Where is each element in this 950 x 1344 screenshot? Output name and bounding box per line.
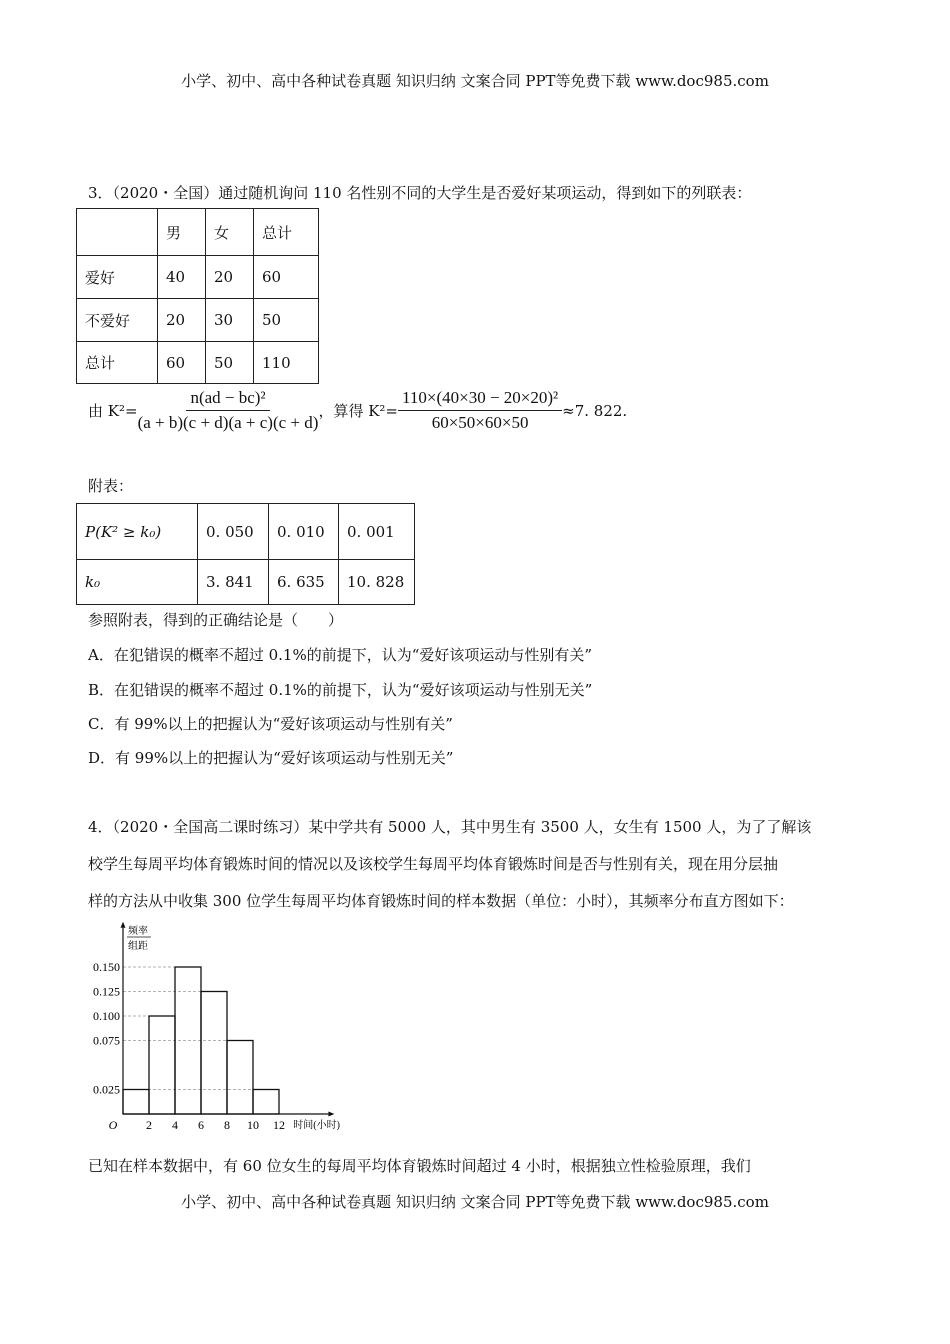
formula-result: ≈7. 822. [562, 401, 628, 420]
table-cell: 男 [158, 209, 206, 256]
table-cell: 60 [254, 256, 319, 299]
table-row [77, 342, 319, 384]
histogram-bar [201, 992, 227, 1115]
q4-line-2: 校学生每周平均体育锻炼时间的情况以及该校学生每周平均体育锻炼时间是否与性别有关，现在用分层抽 [88, 855, 779, 873]
histogram-bar [227, 1041, 253, 1115]
table-cell [77, 209, 158, 256]
table-cell: 0. 001 [339, 504, 415, 560]
table-cell: 40 [158, 256, 206, 299]
computation-fraction [398, 388, 562, 433]
q4-line-1: 4．（2020・全国高二课时练习）某中学共有 5000 人，其中男生有 3500 人，女生有 1500 人，为了了解该 [88, 818, 812, 836]
table-cell: 0. 050 [198, 504, 269, 560]
table-cell: 20 [158, 299, 206, 342]
formula-mid: ，算得 K²= [318, 402, 398, 420]
fraction-numerator: 110×(40×30 − 20×20)² [398, 388, 562, 411]
table-row [77, 256, 319, 299]
origin-label: O [108, 1118, 118, 1132]
critical-value-table [76, 503, 415, 605]
formula-prefix: 由 K²= [88, 402, 138, 420]
table-cell: 110 [254, 342, 319, 384]
x-tick-label: 8 [224, 1118, 230, 1132]
table-cell: 3. 841 [198, 560, 269, 605]
table-cell: 不爱好 [77, 299, 158, 342]
appendix-label: 附表： [88, 477, 134, 495]
table-cell: 60 [158, 342, 206, 384]
y-label-top: 频率 [128, 926, 148, 937]
table-cell: 总计 [254, 209, 319, 256]
table-cell: 10. 828 [339, 560, 415, 605]
y-label-bottom: 组距 [128, 941, 148, 952]
contingency-table [76, 208, 319, 384]
x-tick-label: 2 [146, 1118, 152, 1132]
table-cell: 20 [206, 256, 254, 299]
page-footer: 小学、初中、高中各种试卷真题 知识归纳 文案合同 PPT等免费下载 www.doc985.com [181, 1193, 769, 1211]
table-row [77, 299, 319, 342]
frequency-histogram [80, 920, 360, 1140]
table-cell: 0. 010 [269, 504, 339, 560]
x-axis-arrow-icon [328, 1112, 334, 1117]
table-row [77, 504, 415, 560]
page-header: 小学、初中、高中各种试卷真题 知识归纳 文案合同 PPT等免费下载 www.doc985.com [181, 72, 769, 90]
table-cell: 30 [206, 299, 254, 342]
histogram-bar [123, 1090, 149, 1115]
x-tick-label: 4 [172, 1118, 178, 1132]
formula-fraction [138, 388, 319, 433]
x-tick-label: 12 [273, 1118, 285, 1132]
option-c: C．有 99%以上的把握认为“爱好该项运动与性别有关” [88, 715, 453, 733]
option-d: D．有 99%以上的把握认为“爱好该项运动与性别无关” [88, 749, 454, 767]
q3-stem: 3．（2020・全国）通过随机询问 110 名性别不同的大学生是否爱好某项运动，得到如下的列联表： [88, 184, 752, 202]
fraction-denominator: 60×50×60×50 [431, 413, 529, 432]
table-cell: 女 [206, 209, 254, 256]
table-cell: P(K² ≥ k₀) [77, 504, 198, 560]
x-tick-label: 6 [198, 1118, 204, 1132]
y-tick-label: 0.150 [93, 960, 120, 974]
y-tick-label: 0.100 [93, 1009, 120, 1023]
fraction-numerator: n(ad − bc)² [186, 388, 269, 411]
table-row [77, 560, 415, 605]
table-cell: 50 [206, 342, 254, 384]
y-tick-label: 0.125 [93, 984, 120, 999]
q4-line-3: 样的方法从中收集 300 位学生每周平均体育锻炼时间的样本数据（单位：小时），其频率分布直方图如下： [88, 892, 794, 910]
table-cell: 50 [254, 299, 319, 342]
histogram-bar [253, 1090, 279, 1115]
table-cell: 总计 [77, 342, 158, 384]
table-cell: 6. 635 [269, 560, 339, 605]
x-axis-label: 时间(小时) [293, 1120, 340, 1131]
table-cell: k₀ [77, 560, 198, 605]
option-b: B．在犯错误的概率不超过 0.1%的前提下，认为“爱好该项运动与性别无关” [88, 681, 593, 699]
y-tick-label: 0.025 [93, 1082, 120, 1097]
fraction-denominator: (a + b)(c + d)(a + c)(c + d) [137, 413, 319, 432]
y-axis-arrow-icon [121, 922, 126, 928]
y-tick-label: 0.075 [93, 1033, 120, 1048]
x-tick-label: 10 [247, 1118, 259, 1132]
k2-formula [88, 388, 627, 433]
table-cell: 爱好 [77, 256, 158, 299]
histogram-bar [149, 1016, 175, 1114]
option-a: A．在犯错误的概率不超过 0.1%的前提下，认为“爱好该项运动与性别有关” [88, 646, 593, 664]
q3-question: 参照附表，得到的正确结论是（ ） [88, 611, 344, 629]
q4-last-line: 已知在样本数据中，有 60 位女生的每周平均体育锻炼时间超过 4 小时，根据独立性检验原理，我们 [88, 1157, 751, 1175]
